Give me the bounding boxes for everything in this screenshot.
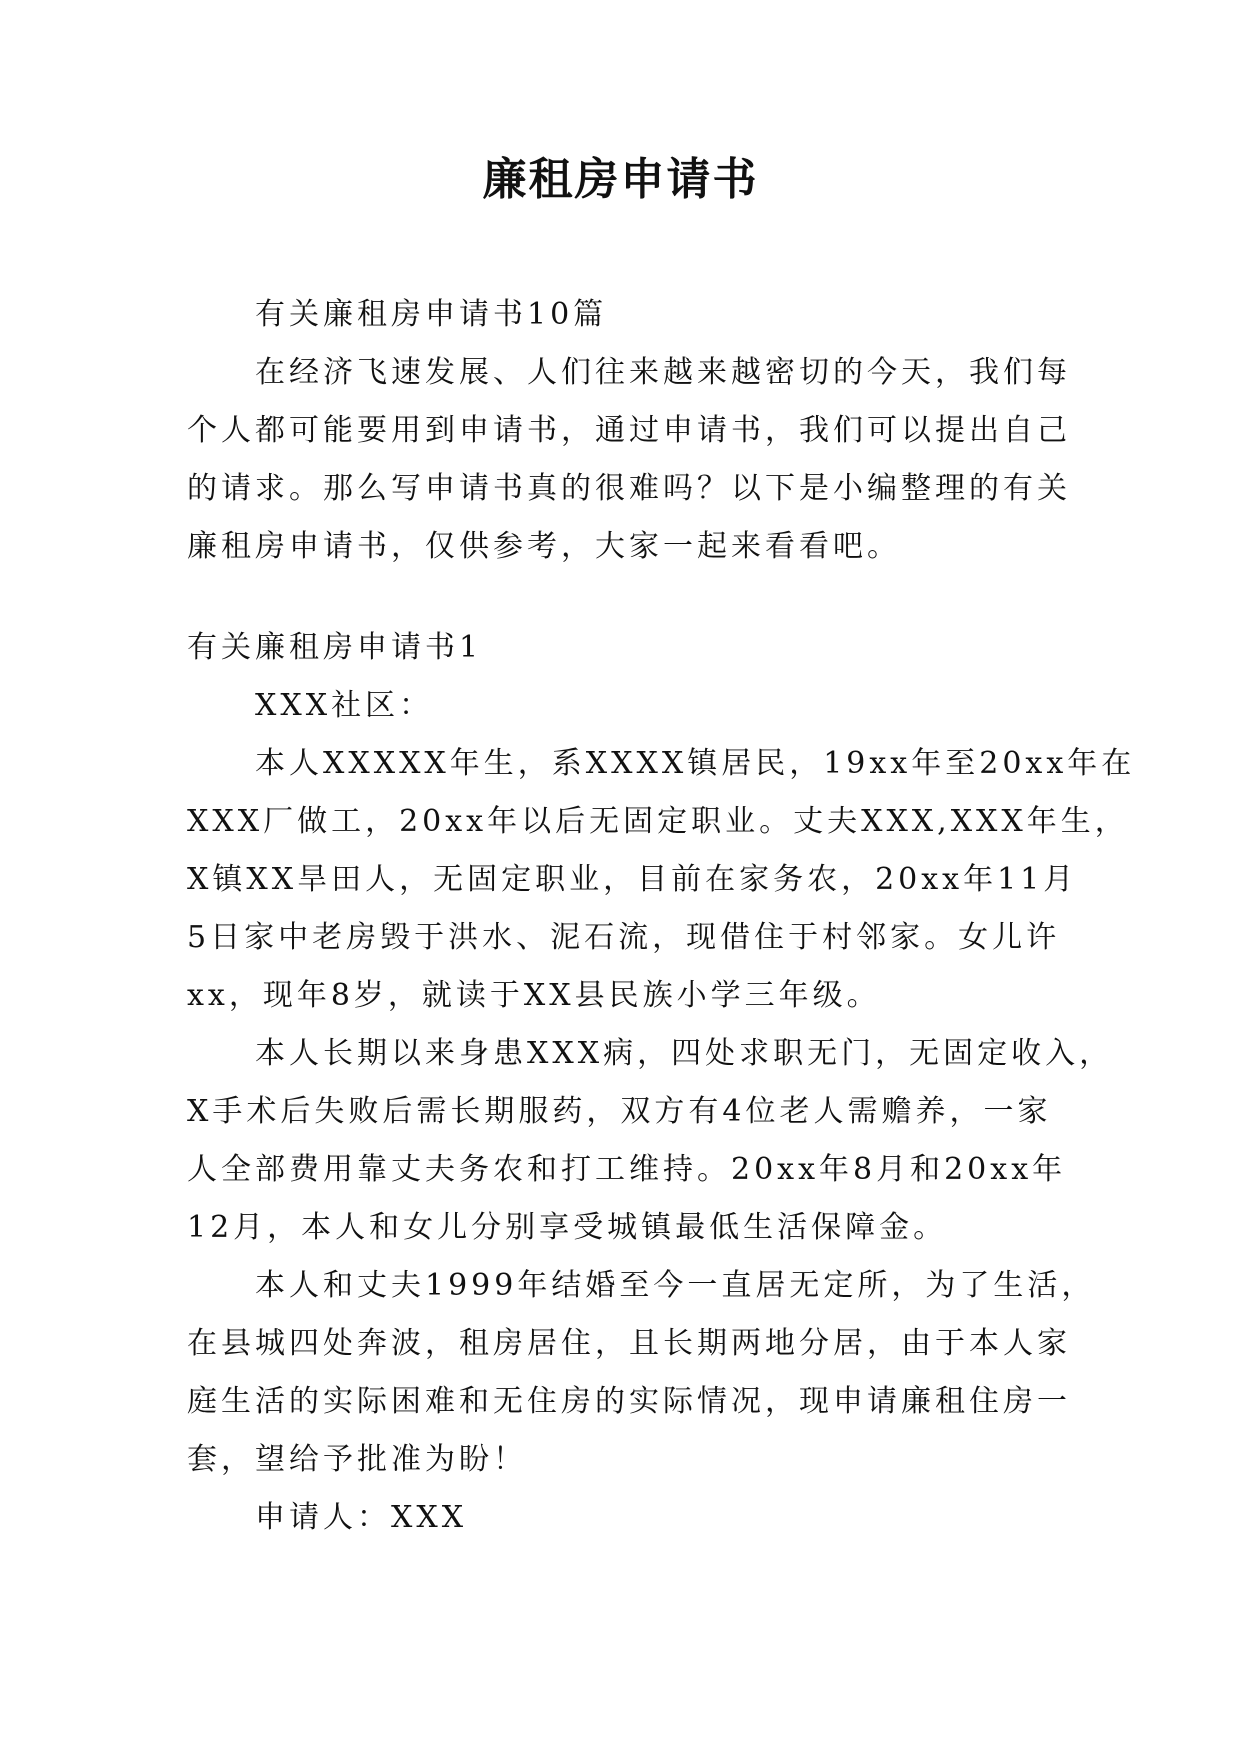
paragraph-line: 本人XXXXX年生，系XXXX镇居民，19xx年至20xx年在 bbox=[255, 746, 1136, 781]
document-title: 廉租房申请书 bbox=[482, 154, 759, 205]
paragraph-line: 5日家中老房毁于洪水、泥石流，现借住于村邻家。女儿许 bbox=[187, 920, 1061, 955]
paragraph-line: 人全部费用靠丈夫务农和打工维持。20xx年8月和20xx年 bbox=[187, 1152, 1067, 1187]
paragraph-line: 庭生活的实际困难和无住房的实际情况，现申请廉租住房一 bbox=[187, 1384, 1071, 1419]
paragraph-line: X手术后失败后需长期服药，双方有4位老人需赡养，一家 bbox=[187, 1094, 1052, 1129]
intro-paragraph-line: 在经济飞速发展、人们往来越来越密切的今天，我们每 bbox=[255, 355, 1071, 390]
section-gap bbox=[187, 576, 1057, 619]
paragraph-line: 本人长期以来身患XXX病，四处求职无门，无固定收入， bbox=[255, 1036, 1114, 1071]
paragraph-line: XXX厂做工，20xx年以后无固定职业。丈夫XXX,XXX年生， bbox=[187, 804, 1129, 839]
paragraph-line: 在县城四处奔波，租房居住，且长期两地分居，由于本人家 bbox=[187, 1326, 1071, 1361]
paragraph-line: xx，现年8岁，就读于XX县民族小学三年级。 bbox=[187, 978, 881, 1013]
paragraph-line: X镇XX旱田人，无固定职业，目前在家务农，20xx年11月 bbox=[187, 862, 1078, 897]
intro-paragraph-line: 廉租房申请书，仅供参考，大家一起来看看吧。 bbox=[187, 529, 901, 564]
intro-heading: 有关廉租房申请书10篇 bbox=[255, 297, 608, 332]
document-body bbox=[187, 286, 1136, 1547]
applicant-signature-line: 申请人：XXX bbox=[255, 1500, 468, 1535]
intro-paragraph-line: 的请求。那么写申请书真的很难吗？以下是小编整理的有关 bbox=[187, 471, 1071, 506]
paragraph-line: 套，望给予批准为盼！ bbox=[187, 1442, 527, 1477]
paragraph-line: 12月，本人和女儿分别享受城镇最低生活保障金。 bbox=[187, 1210, 948, 1245]
paragraph-line: 本人和丈夫1999年结婚至今一直居无定所，为了生活， bbox=[255, 1268, 1096, 1303]
intro-paragraph-line: 个人都可能要用到申请书，通过申请书，我们可以提出自己 bbox=[187, 413, 1071, 448]
salutation: XXX社区： bbox=[255, 688, 434, 723]
section-heading: 有关廉租房申请书1 bbox=[187, 630, 483, 665]
